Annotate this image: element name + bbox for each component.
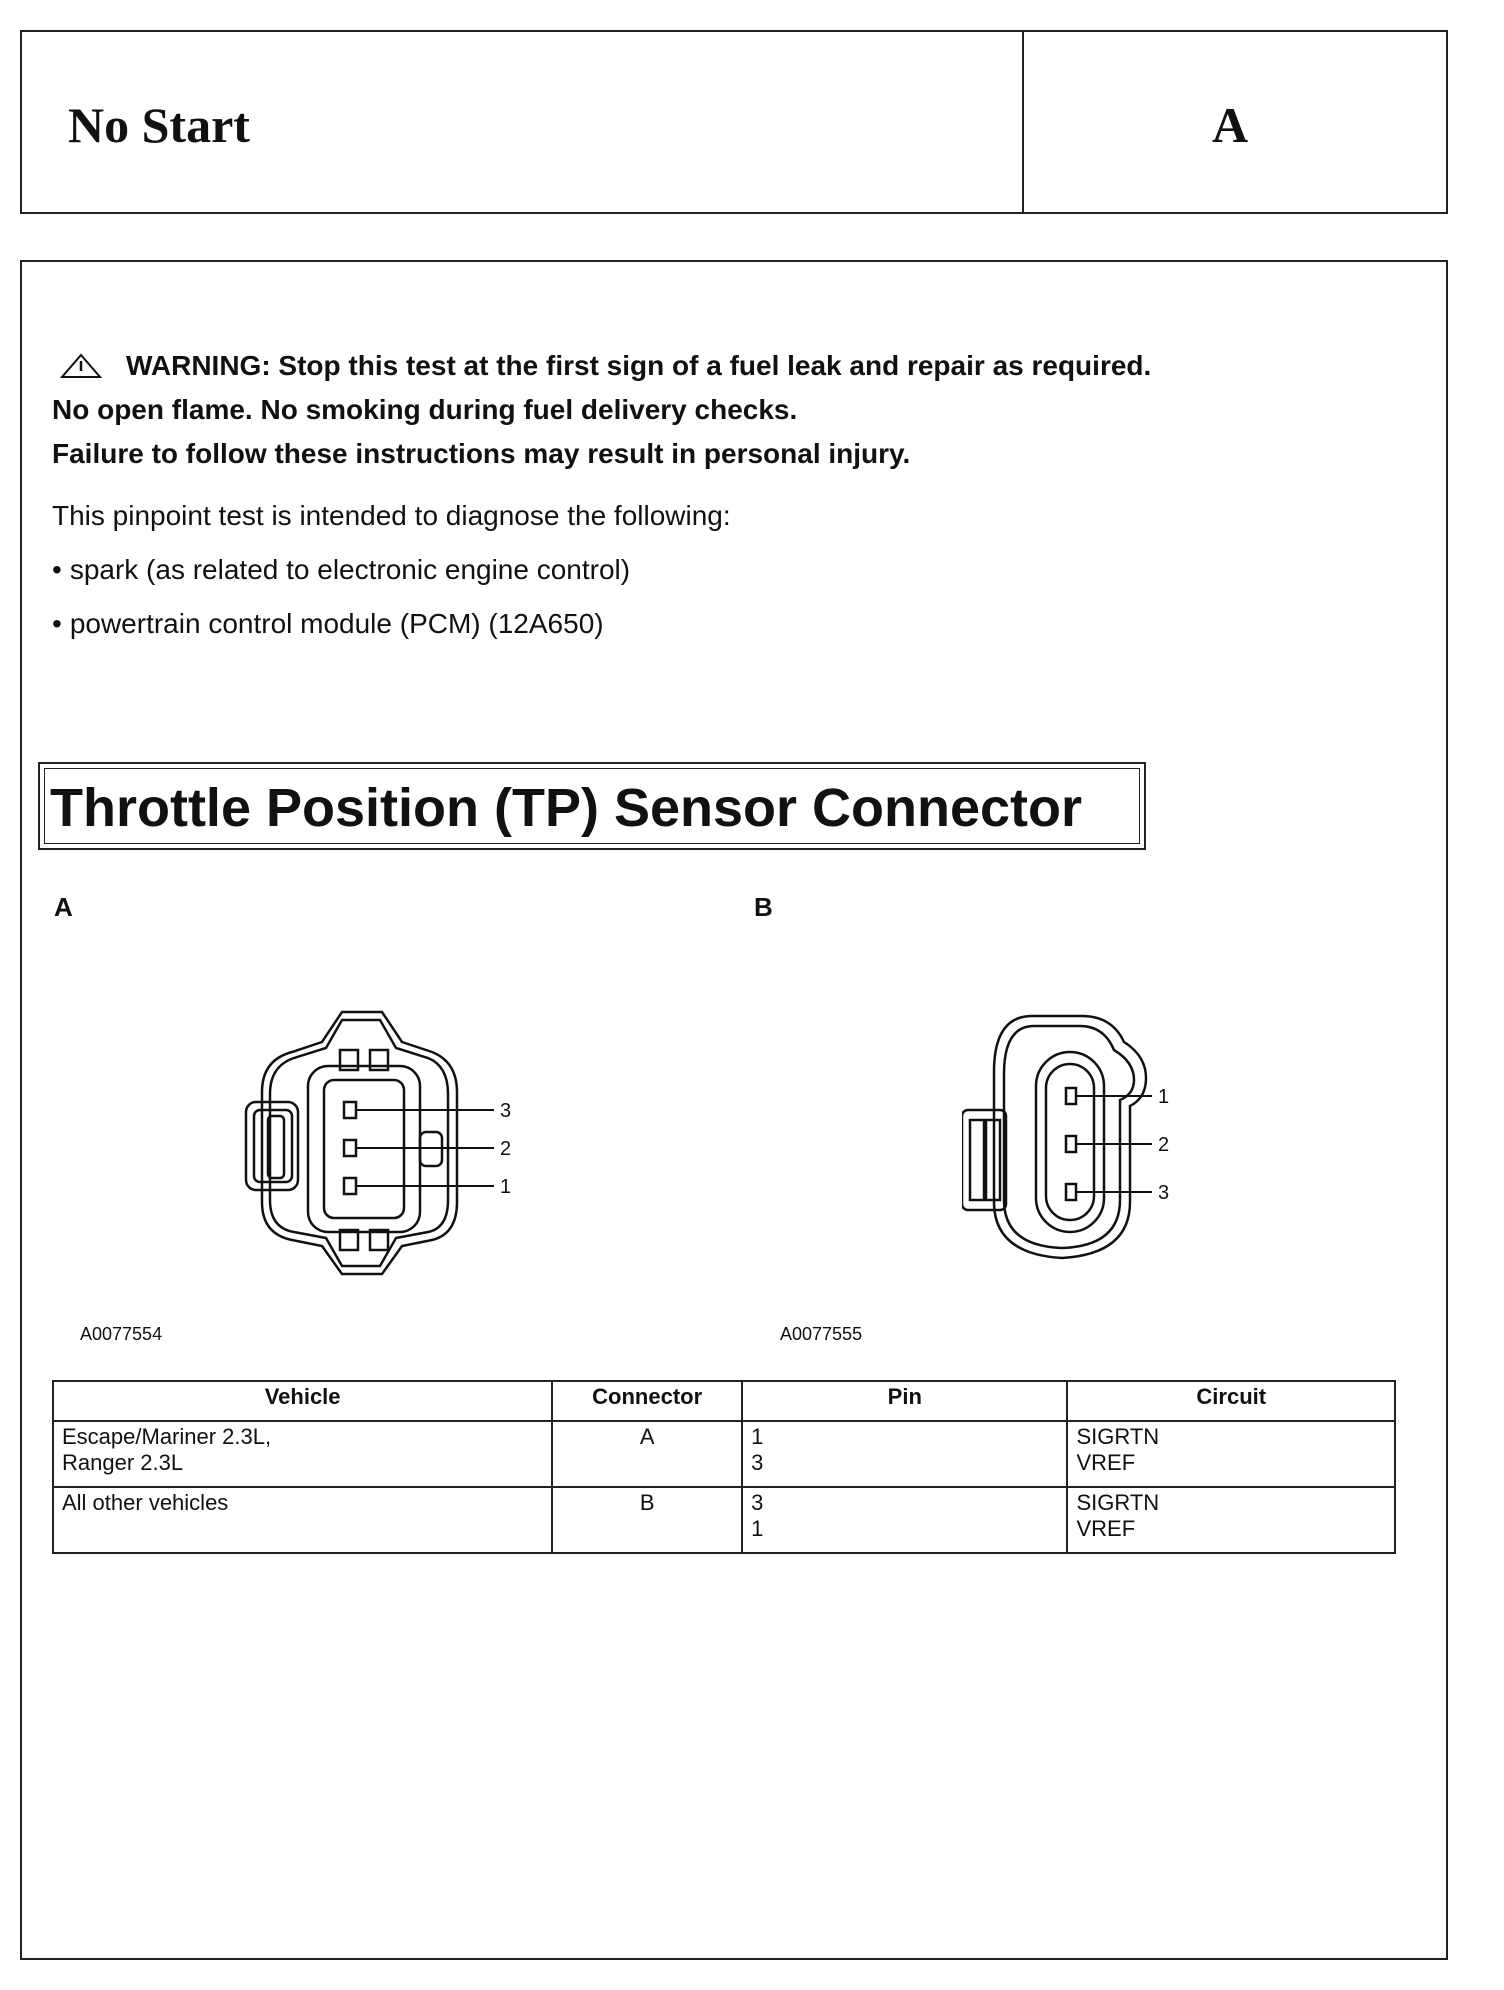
header-divider	[1022, 32, 1024, 212]
section-title-frame	[44, 768, 1140, 844]
bullet-item: • spark (as related to electronic engine control)	[52, 554, 631, 585]
bullet-item: • powertrain control module (PCM) (12A650)	[52, 608, 604, 639]
figure-id-a: A0077554	[80, 1324, 163, 1344]
warning-line-2: No open flame. No smoking during fuel delivery checks.	[52, 394, 798, 425]
table-row	[53, 1421, 1395, 1487]
test-code: A	[1212, 97, 1249, 153]
cell-line: SIGRTN	[1076, 1490, 1160, 1515]
connector-b-diagram	[962, 1002, 1222, 1272]
bullet-text: powertrain control module (PCM) (12A650)	[69, 608, 604, 639]
pin-cell	[742, 1487, 1067, 1553]
warning-line-3: Failure to follow these instructions may result in personal injury.	[52, 438, 911, 469]
column-header: Circuit	[1067, 1381, 1395, 1421]
connector-cell: B	[552, 1487, 742, 1553]
cell-line: Escape/Mariner 2.3L,	[62, 1424, 272, 1449]
pin-cell	[742, 1421, 1067, 1487]
connector-a-diagram	[242, 1002, 542, 1282]
cell-line: SIGRTN	[1076, 1424, 1160, 1449]
pin-label: 3	[500, 1100, 512, 1122]
figure-id-b: A0077555	[780, 1324, 863, 1344]
circuit-cell	[1067, 1487, 1395, 1553]
vehicle-cell	[53, 1421, 552, 1487]
circuit-cell	[1067, 1421, 1395, 1487]
warning-text-1: WARNING: Stop this test at the first sign of a fuel leak and repair as required.	[126, 350, 1152, 381]
section-title-text: Throttle Position (TP) Sensor Connector	[50, 778, 1083, 838]
cell-line: All other vehicles	[62, 1490, 229, 1515]
warning-line-1	[52, 350, 1151, 386]
view-label-b: B	[754, 892, 773, 922]
cell-line: 1	[751, 1424, 764, 1449]
connector-cell: A	[552, 1421, 742, 1487]
warning-triangle-icon	[60, 353, 102, 386]
pin-label: 3	[1158, 1182, 1170, 1204]
pin-label: 1	[1158, 1086, 1170, 1108]
column-header: Vehicle	[53, 1381, 552, 1421]
page-header	[20, 30, 1448, 214]
cell-line: VREF	[1076, 1516, 1136, 1541]
cell-line: 3	[751, 1450, 764, 1475]
page-title: No Start	[68, 97, 250, 153]
column-header: Pin	[742, 1381, 1067, 1421]
cell-line: 3	[751, 1490, 764, 1515]
cell-line: Ranger 2.3L	[62, 1450, 184, 1475]
intro-text: This pinpoint test is intended to diagnose the following:	[52, 500, 731, 531]
section-title	[38, 762, 1146, 850]
pin-label: 2	[1158, 1134, 1170, 1156]
column-header: Connector	[552, 1381, 742, 1421]
view-label-a: A	[54, 892, 73, 922]
table-row	[53, 1487, 1395, 1553]
bullet-text: spark (as related to electronic engine control)	[69, 554, 631, 585]
main-content	[20, 260, 1448, 1960]
pin-label: 1	[500, 1176, 512, 1198]
vehicle-cell	[53, 1487, 552, 1553]
connector-pin-table	[52, 1380, 1396, 1554]
cell-line: 1	[751, 1516, 764, 1541]
cell-line: VREF	[1076, 1450, 1136, 1475]
pin-label: 2	[500, 1138, 512, 1160]
table-header-row	[53, 1381, 1395, 1421]
